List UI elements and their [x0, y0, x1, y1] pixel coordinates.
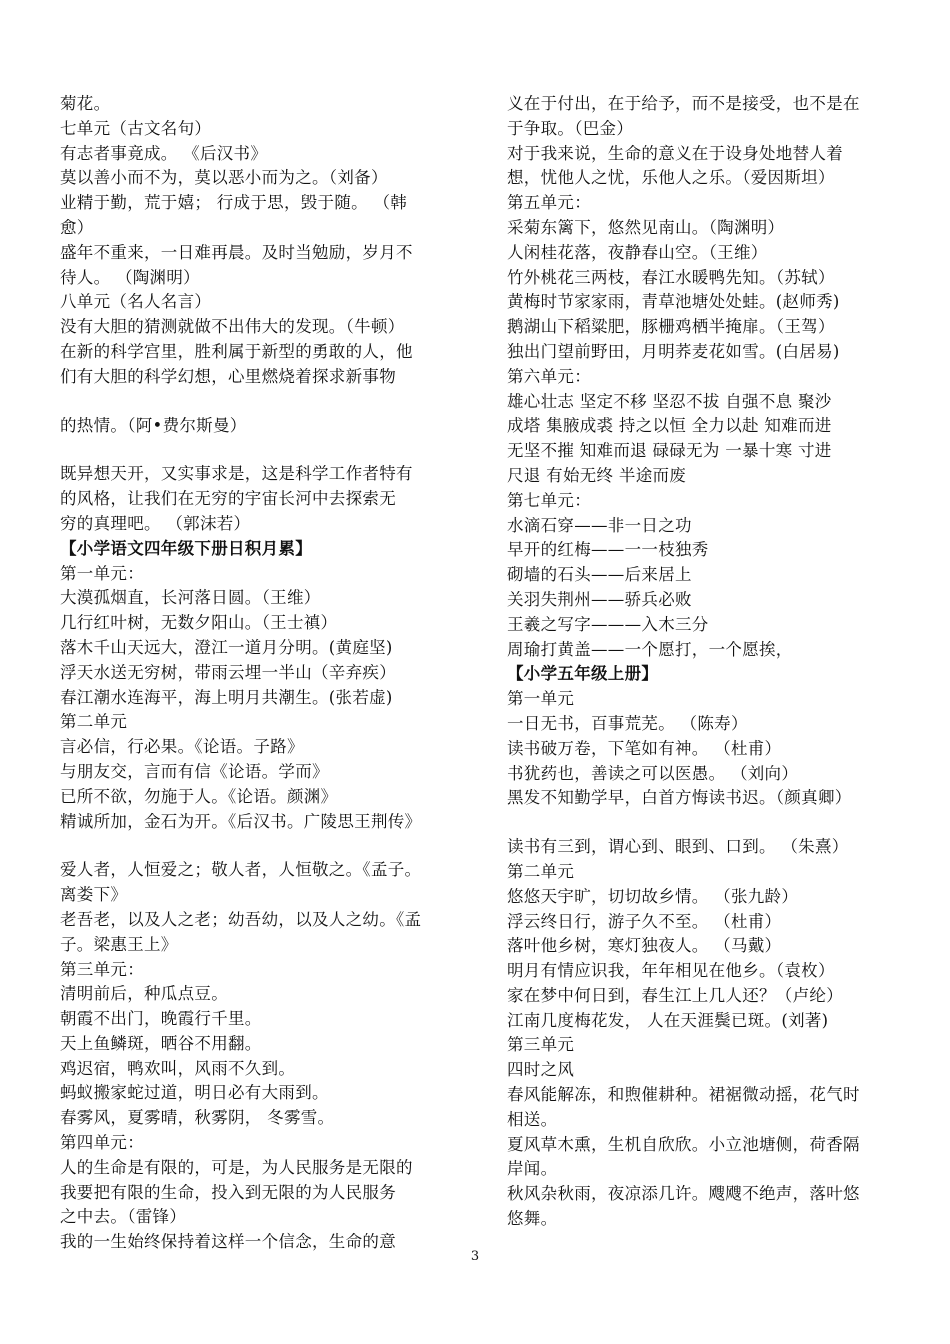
text-line: 第二单元	[507, 861, 575, 881]
text-line: 于争取。（巴金）	[507, 118, 634, 138]
text-line: 黄梅时节家家雨，青草池塘处处蛙。(赵师秀)	[507, 292, 840, 312]
text-line: 对于我来说，生命的意义在于设身处地替人着	[507, 143, 843, 163]
text-line: 第五单元：	[507, 193, 591, 213]
text-line: 我的一生始终保持着这样一个信念，生命的意	[60, 1232, 396, 1252]
text-line: 王羲之写字———入木三分	[507, 614, 709, 634]
paragraph-gap	[60, 390, 460, 414]
text-line: 落叶他乡树，寒灯独夜人。 （马戴）	[507, 936, 782, 956]
text-line: 子。梁惠王上》	[60, 934, 178, 954]
text-line: 竹外桃花三两枝，春江水暖鸭先知。（苏轼）	[507, 267, 835, 287]
text-line: 读书有三到，谓心到、眼到、口到。 （朱熹）	[507, 837, 849, 857]
text-line: 读书破万卷，下笔如有神。 （杜甫）	[507, 738, 782, 758]
text-line: 第六单元：	[507, 366, 591, 386]
text-line: 菊花。	[60, 94, 111, 113]
text-line: 天上鱼鳞斑，晒谷不用翻。	[60, 1033, 262, 1053]
text-line: 成塔 集腋成裘 持之以恒 全力以赴 知难而进	[507, 416, 832, 436]
text-line: 岸闻。	[507, 1159, 558, 1179]
text-line: 春风能解冻，和煦催耕种。裙裾微动摇，花气时	[507, 1085, 860, 1105]
text-line: 之中去。（雷锋）	[60, 1207, 187, 1227]
text-line: 盛年不重来，一日难再晨。及时当勉励，岁月不	[60, 242, 413, 262]
text-line: 悠悠天宇旷，切切故乡情。 （张九龄）	[507, 886, 799, 906]
text-line: 悠舞。	[507, 1209, 558, 1229]
text-line: 八单元（名人名言）	[60, 292, 212, 312]
text-line: 清明前后，种瓜点豆。	[60, 984, 228, 1004]
text-line: 莫以善小而不为，莫以恶小而为之。（刘备）	[60, 168, 388, 188]
text-line: 四时之风	[507, 1060, 575, 1080]
section-heading: 【小学语文四年级下册日积月累】	[60, 538, 312, 558]
text-line: 秋风杂秋雨，夜凉添几许。飕飕不绝声，落叶悠	[507, 1184, 860, 1204]
text-line: 想，忧他人之忧，乐他人之乐。（爱因斯坦）	[507, 168, 835, 188]
text-line: 在新的科学宫里，胜利属于新型的勇敢的人，他	[60, 341, 413, 361]
text-line: 义在于付出，在于给予，而不是接受，也不是在	[507, 94, 860, 113]
text-line: 第四单元：	[60, 1133, 144, 1153]
paragraph-gap	[60, 438, 460, 462]
text-line: 与朋友交，言而有信《论语。学而》	[60, 761, 329, 781]
text-line: 水滴石穿——非一日之功	[507, 515, 692, 535]
text-line: 浮天水送无穷树，带雨云埋一半山（辛弃疾）	[60, 662, 396, 682]
text-line: 砌墙的石头——后来居上	[507, 565, 692, 585]
text-line: 老吾老，以及人之老；幼吾幼，以及人之幼。《孟	[60, 909, 422, 929]
text-line: 关羽失荆州——骄兵必败	[507, 589, 692, 609]
text-line: 明月有情应识我，年年相见在他乡。（袁枚）	[507, 961, 835, 981]
text-line: 的热情。（阿•费尔斯曼）	[60, 415, 247, 435]
text-line: 书犹药也，善读之可以医愚。 （刘向）	[507, 763, 799, 783]
text-line: 相送。	[507, 1109, 558, 1129]
text-line: 浮云终日行，游子久不至。 （杜甫）	[507, 911, 782, 931]
text-line: 家在梦中何日到，春生江上几人还？（卢纶）	[507, 985, 843, 1005]
text-line: 蚂蚁搬家蛇过道，明日必有大雨到。	[60, 1083, 329, 1103]
text-line: 穷的真理吧。 （郭沫若）	[60, 513, 251, 533]
text-line: 第七单元：	[507, 490, 591, 510]
text-line: 言必信，行必果。《论语。子路》	[60, 737, 304, 757]
text-line: 们有大胆的科学幻想，心里燃烧着探求新事物	[60, 366, 396, 386]
text-line: 一日无书，百事荒芜。 （陈寿）	[507, 713, 748, 733]
text-line: 江南几度梅花发， 人在天涯鬓已斑。(刘著)	[507, 1010, 829, 1030]
text-line: 待人。 （陶渊明）	[60, 267, 200, 287]
text-line: 人的生命是有限的，可是，为人民服务是无限的	[60, 1157, 413, 1177]
text-line: 第三单元：	[60, 959, 144, 979]
section-heading: 【小学五年级上册】	[507, 664, 659, 684]
left-column	[60, 92, 460, 1255]
text-line: 鹅湖山下稻粱肥，豚栅鸡栖半掩扉。（王驾）	[507, 317, 835, 337]
text-line: 七单元（古文名句）	[60, 118, 212, 138]
text-line: 离娄下》	[60, 885, 128, 905]
text-line: 第一单元	[507, 689, 575, 709]
text-line: 夏风草木熏，生机自欣欣。小立池塘侧，荷香隔	[507, 1134, 860, 1154]
text-line: 鸡迟宿，鸭欢叫，风雨不久到。	[60, 1058, 296, 1078]
text-line: 第一单元：	[60, 563, 144, 583]
text-line: 的风格，让我们在无穷的宇宙长河中去探索无	[60, 489, 396, 509]
right-column	[507, 92, 907, 1232]
paragraph-gap	[60, 834, 460, 858]
text-line: 几行红叶树，无数夕阳山。（王士禛）	[60, 613, 338, 633]
text-line: 第二单元	[60, 712, 128, 732]
text-line: 无坚不摧 知难而退 碌碌无为 一暴十寒 寸进	[507, 441, 832, 461]
text-line: 有志者事竟成。 《后汉书》	[60, 143, 268, 163]
text-line: 既异想天开，又实事求是，这是科学工作者特有	[60, 464, 413, 484]
text-line: 业精于勤，荒于嬉； 行成于思，毁于随。 （韩	[60, 193, 408, 213]
text-line: 人闲桂花落，夜静春山空。（王维）	[507, 242, 768, 262]
text-line: 落木千山天远大，澄江一道月分明。(黄庭坚)	[60, 637, 393, 657]
text-line: 尺退 有始无终 半途而废	[507, 465, 687, 485]
text-line: 我要把有限的生命，投入到无限的为人民服务	[60, 1182, 396, 1202]
text-line: 第三单元	[507, 1035, 575, 1055]
text-line: 没有大胆的猜测就做不出伟大的发现。（牛顿）	[60, 317, 405, 337]
paragraph-gap	[507, 811, 907, 835]
text-line: 大漠孤烟直，长河落日圆。（王维）	[60, 588, 321, 608]
text-line: 黑发不知勤学早，白首方悔读书迟。（颜真卿）	[507, 788, 852, 808]
text-line: 雄心壮志 坚定不移 坚忍不拔 自强不息 聚沙	[507, 391, 832, 411]
text-line: 独出门望前野田，月明荞麦花如雪。(白居易)	[507, 341, 840, 361]
text-line: 爱人者，人恒爱之；敬人者，人恒敬之。《孟子。	[60, 860, 422, 880]
text-line: 春雾风，夏雾晴，秋雾阴， 冬雾雪。	[60, 1108, 335, 1128]
text-line: 春江潮水连海平，海上明月共潮生。(张若虚)	[60, 687, 393, 707]
text-line: 已所不欲，勿施于人。《论语。颜渊》	[60, 786, 338, 806]
text-line: 精诚所加，金石为开。《后汉书。广陵思王荆传》	[60, 811, 422, 831]
text-line: 早开的红梅——一一枝独秀	[507, 540, 709, 560]
page-number: 3	[470, 1249, 480, 1264]
text-line: 采菊东篱下，悠然见南山。（陶渊明）	[507, 217, 785, 237]
text-line: 周瑜打黄盖——一个愿打，一个愿挨，	[507, 639, 793, 659]
text-line: 愈）	[60, 217, 94, 237]
text-line: 朝霞不出门，晚霞行千里。	[60, 1009, 262, 1029]
